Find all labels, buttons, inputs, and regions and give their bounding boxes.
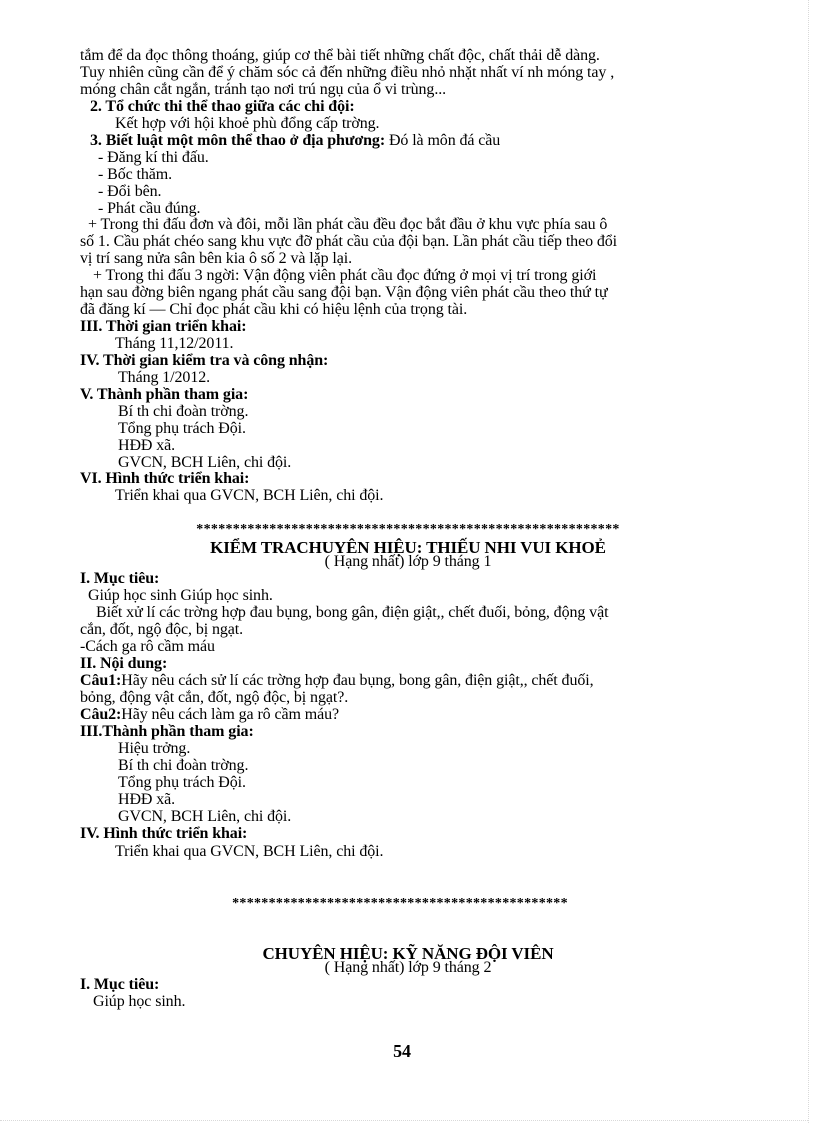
section-heading: IV. Thời gian kiểm tra và công nhận: xyxy=(80,352,329,369)
section-subtitle: ( Hạng nhất) lớp 9 tháng 2 xyxy=(324,959,492,976)
body-text-line: tắm để da đọc thông thoáng, giúp cơ thể bài tiết những chất độc, chất thải dễ dàng. xyxy=(80,47,600,64)
list-item: Bí th chi đoàn trờng. xyxy=(118,403,249,420)
question-text: Hãy nêu cách sử lí các trờng hợp đau bụng, bong gân, điện giật,, chết đuối, xyxy=(121,672,594,689)
list-item: GVCN, BCH Liên, chi đội. xyxy=(118,454,292,471)
body-text-line: móng chân cắt ngắn, tránh tạo nơi trú ngụ của ổ vi trùng... xyxy=(80,81,447,98)
section-heading: I. Mục tiêu: xyxy=(80,570,160,587)
section-heading: II. Nội dung: xyxy=(80,655,168,672)
body-text-line: + Trong thi đấu 3 ngời: Vận động viên phát cầu đọc đứng ở mọi vị trí trong giới xyxy=(93,267,597,284)
list-item: GVCN, BCH Liên, chi đội. xyxy=(118,808,292,825)
divider-stars: ********************************************************** xyxy=(196,522,620,537)
list-item: Hiệu trởng. xyxy=(118,740,191,757)
question-label: Câu2: xyxy=(80,706,122,723)
section-heading: I. Mục tiêu: xyxy=(80,976,160,993)
section-heading: IV. Hình thức triển khai: xyxy=(80,825,248,842)
list-item: HĐĐ xã. xyxy=(118,437,176,454)
list-item: - Bốc thăm. xyxy=(98,166,172,183)
body-text-line: Giúp học sinh Giúp học sinh. xyxy=(88,587,273,604)
list-item: Tổng phụ trách Đội. xyxy=(118,774,246,791)
section-heading: V. Thành phần tham gia: xyxy=(80,386,249,403)
body-text-line: số 1. Cầu phát chéo sang khu vực đỡ phát cầu của đội bạn. Lần phát cầu tiếp theo đổi xyxy=(80,233,618,250)
section-heading: 2. Tổ chức thi thể thao giữa các chi đội: xyxy=(90,98,355,115)
body-text-line: Tuy nhiên cũng cần để ý chăm sóc cả đến những điều nhỏ nhặt nhất ví nh móng tay , xyxy=(80,64,615,81)
body-text-line: Triển khai qua GVCN, BCH Liên, chi đội. xyxy=(115,843,384,860)
body-text-line: Kết hợp với hội khoẻ phù đổng cấp trờng. xyxy=(115,115,380,132)
list-item: - Đăng kí thi đấu. xyxy=(98,149,209,166)
question-line xyxy=(80,706,339,723)
list-item: Tổng phụ trách Đội. xyxy=(118,420,246,437)
body-text-line: + Trong thi đấu đơn và đôi, mỗi lần phát cầu đều đọc bắt đầu ở khu vực phía sau ô xyxy=(88,216,608,233)
section-subtitle: ( Hạng nhất) lớp 9 tháng 1 xyxy=(324,553,492,570)
section-heading-line xyxy=(90,132,500,149)
section-heading: VI. Hình thức triển khai: xyxy=(80,470,250,487)
body-text-line: Triển khai qua GVCN, BCH Liên, chi đội. xyxy=(115,487,384,504)
list-item: Bí th chi đoàn trờng. xyxy=(118,757,249,774)
question-text: Hãy nêu cách làm ga rô cầm máu? xyxy=(121,706,339,723)
body-text-line: cắn, đốt, ngộ độc, bị ngạt. xyxy=(80,621,244,638)
divider-stars: ********************************************** xyxy=(232,896,568,911)
page-number: 54 xyxy=(393,1041,411,1061)
page-edge-right xyxy=(808,0,809,1123)
page-edge-bottom xyxy=(0,1120,808,1121)
body-text-line: vị trí sang nửa sân bên kia ô số 2 và lặp lại. xyxy=(80,250,353,267)
body-text-line: Tháng 1/2012. xyxy=(118,369,211,386)
section-title: CHUYÊN HIỆU: KỸ NĂNG ĐỘI VIÊN xyxy=(262,944,554,963)
question-label: Câu1: xyxy=(80,672,122,689)
body-text-line: Giúp học sinh. xyxy=(93,993,186,1010)
list-item: - Đổi bên. xyxy=(98,183,162,200)
body-text-line: đã đăng kí — Chỉ đọc phát cầu khi có hiệu lệnh của trọng tài. xyxy=(80,301,468,318)
list-item: HĐĐ xã. xyxy=(118,791,176,808)
section-title: KIỂM TRACHUYÊN HIỆU: THIẾU NHI VUI KHOẺ xyxy=(210,538,606,557)
section-heading: 3. Biết luật một môn thể thao ở địa phương: xyxy=(90,132,386,149)
section-heading: III.Thành phần tham gia: xyxy=(80,723,254,740)
body-text-line: hạn sau đờng biên ngang phát cầu sang đội bạn. Vận động viên phát cầu theo thứ tự xyxy=(80,284,608,301)
section-heading: III. Thời gian triển khai: xyxy=(80,318,247,335)
body-text-line: Tháng 11,12/2011. xyxy=(115,335,234,352)
list-item: - Phát cầu đúng. xyxy=(98,200,201,217)
body-text-line: Biết xử lí các trờng hợp đau bụng, bong gân, điện giật,, chết đuối, bỏng, động vật xyxy=(96,604,609,621)
body-text-line: -Cách ga rô cầm máu xyxy=(80,638,215,655)
body-text: Đó là môn đá cầu xyxy=(388,132,501,149)
question-line xyxy=(80,672,594,689)
body-text-line: bỏng, động vật cắn, đốt, ngộ độc, bị ngạt?. xyxy=(80,689,349,706)
